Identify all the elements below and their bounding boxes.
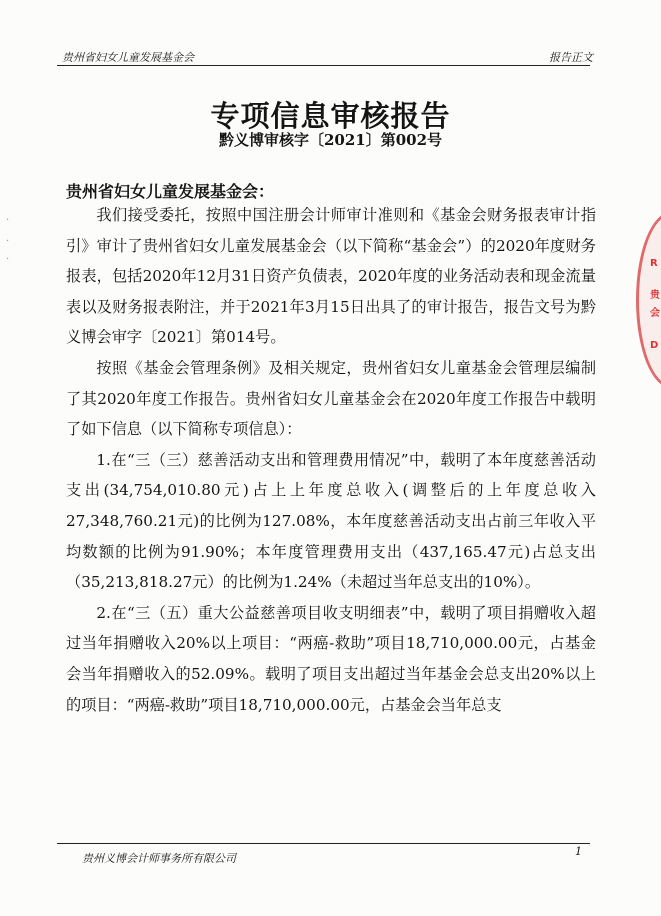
header-section-label: 报告正文 (549, 51, 593, 64)
report-title: 专项信息审核报告 (210, 99, 451, 133)
paragraph-engagement: 我们接受委托，按照中国注册会计师审计准则和《基金会财务报表审计指引》审计了贵州省妇女儿童发展基金会（以下简称“基金会”）的2020年度财务报表，包括2020年12月31日资产负债表，2020年度的业务活动表和现金流量表以及财务报表附注，并于2021年3月15日出具了的审计报告，报告文号为黔义博会审字〔2021〕第014号。 (66, 206, 596, 347)
seal-fragment-3: 会 (650, 308, 660, 319)
footer-firm-name: 贵州义博会计师事务所有限公司 (82, 852, 236, 865)
seal-fragment-1: R (650, 258, 658, 269)
scan-mark: · (6, 254, 10, 265)
paragraph-basis: 按照《基金会管理条例》及相关规定，贵州省妇女儿童基金会管理层编制了其2020年度工作报告。贵州省妇女儿童基金会在2020年度工作报告中载明了如下信息（以下简称专项信息）： (66, 358, 596, 439)
page-number: 1 (575, 845, 582, 858)
document-number: 黔义博审核字〔2021〕第002号 (218, 131, 443, 149)
paragraph-item-1: 1.在“三（三）慈善活动支出和管理费用情况”中，载明了本年度慈善活动支出(34,754,010.80元)占上上年度总收入(调整后的上年度总收入27,348,760.21元)的比例为127.08%，本年度慈善活动支出占前三年收入平均数额的比例为91.90%；本年度管理费用支出（437,165.47元)占总支出（35,213,818.27元）的比例为1.24%（未超过当年总支出的10%）。 (66, 450, 596, 592)
salutation: 贵州省妇女儿童发展基金会： (66, 182, 275, 201)
seal-fragment-2: 贵 (650, 290, 660, 301)
scan-mark: · (6, 236, 10, 247)
scan-mark: · (6, 215, 10, 226)
report-body (66, 200, 596, 720)
header-org-name: 贵州省妇女儿童发展基金会 (62, 51, 194, 64)
paragraph-item-2: 2.在“三（五）重大公益慈善项目收支明细表”中，载明了项目捐赠收入超过当年捐赠收入20%以上项目：“两癌-救助”项目18,710,000.00元，占基金会当年捐赠收入的52.09%。载明了项目支出超过当年基金会总支出20%以上的项目：“两癌-救助”项目18,710,000.00元，占基金会当年总支 (66, 603, 596, 714)
footer-rule (57, 843, 590, 844)
header-rule (57, 65, 590, 66)
seal-fragment-4: D (650, 340, 659, 351)
